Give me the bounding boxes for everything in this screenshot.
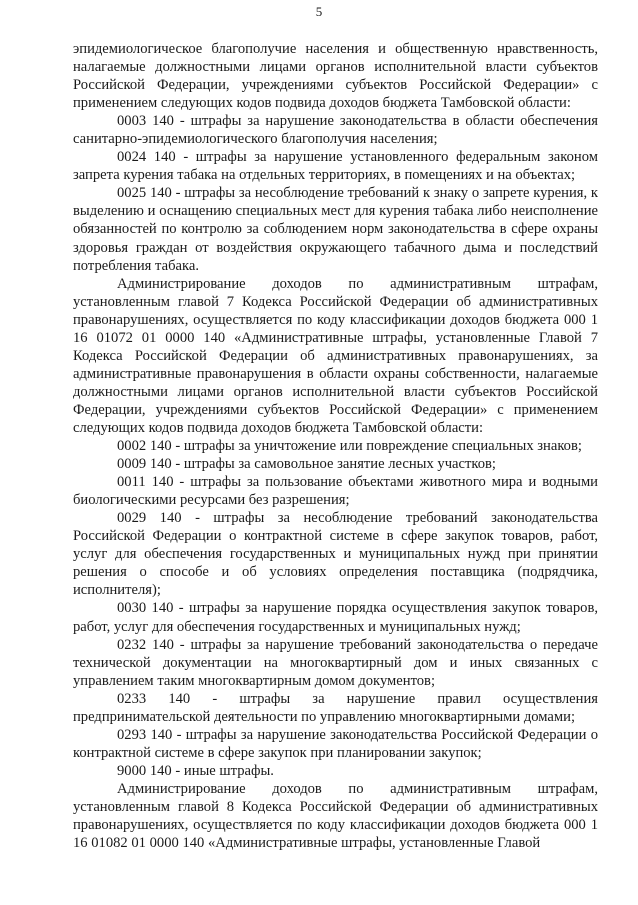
- document-body: [73, 40, 598, 852]
- paragraph: 0011 140 - штрафы за пользование объектами животного мира и водными биологическими ресурсами без разрешения;: [73, 474, 598, 509]
- paragraph: 0003 140 - штрафы за нарушение законодательства в области обеспечения санитарно-эпидемиологического благополучия населения;: [73, 113, 598, 148]
- paragraph: 0030 140 - штрафы за нарушение порядка осуществления закупок товаров, работ, услуг для обеспечения государственных и муниципальных нужд;: [73, 600, 598, 635]
- page-number: 5: [315, 4, 323, 19]
- paragraph: 9000 140 - иные штрафы.: [117, 762, 274, 779]
- paragraph: 0029 140 - штрафы за несоблюдение требований законодательства Российской Федерации о контрактной системе в сфере закупок товаров, работ, услуг для обеспечения государственных и муниципальных нужд при принятии решения о способе и об условиях определения поставщика (подрядчика, исполнителя);: [73, 510, 598, 599]
- paragraph: 0024 140 - штрафы за нарушение установленного федеральным законом запрета курения табака на отдельных территориях, в помещениях и на объектах;: [73, 149, 598, 184]
- paragraph: 0233 140 - штрафы за нарушение правил осуществления предпринимательской деятельности по управлению многоквартирными домами;: [73, 690, 598, 725]
- paragraph: Администрирование доходов по административным штрафам, установленным главой 7 Кодекса Российской Федерации об административных правонарушениях, осуществляется по коду классификации доходов бюджета 000 1 16 01072 01 0000 140 «Административные штрафы, установленные Главой 7 Кодекса Российской Федерации об административных правонарушениях, за административные правонарушения в области охраны собственности, налагаемые должностными лицами органов исполнительной власти субъектов Российской Федерации, учреждениями субъектов Российской Федерации» с применением следующих кодов подвида доходов бюджета Тамбовской области:: [73, 275, 598, 436]
- paragraph: 0293 140 - штрафы за нарушение законодательства Российской Федерации о контрактной системе в сфере закупок при планировании закупок;: [73, 726, 598, 761]
- paragraph: 0009 140 - штрафы за самовольное занятие лесных участков;: [117, 456, 496, 473]
- paragraph: 0025 140 - штрафы за несоблюдение требований к знаку о запрете курения, к выделению и оснащению специальных мест для курения табака либо неисполнение обязанностей по контролю за соблюдением норм законодательства в сфере охраны здоровья граждан от воздействия окружающего табачного дыма и последствий потребления табака.: [73, 185, 598, 274]
- paragraph: Администрирование доходов по административным штрафам, установленным главой 8 Кодекса Российской Федерации об административных правонарушениях, осуществляется по коду классификации доходов бюджета 000 1 16 01082 01 0000 140 «Административные штрафы, установленные Главой: [73, 780, 598, 852]
- paragraph: эпидемиологическое благополучие населения и общественную нравственность, налагаемые должностными лицами органов исполнительной власти субъектов Российской Федерации, учреждениями субъектов Российской Федерации» с применением следующих кодов подвида доходов бюджета Тамбовской области:: [73, 41, 598, 112]
- paragraph: 0002 140 - штрафы за уничтожение или повреждение специальных знаков;: [117, 438, 582, 455]
- paragraph: 0232 140 - штрафы за нарушение требований законодательства о передаче технической документации на многоквартирный дом и иных связанных с управлением таким многоквартирным домом документов;: [73, 636, 598, 689]
